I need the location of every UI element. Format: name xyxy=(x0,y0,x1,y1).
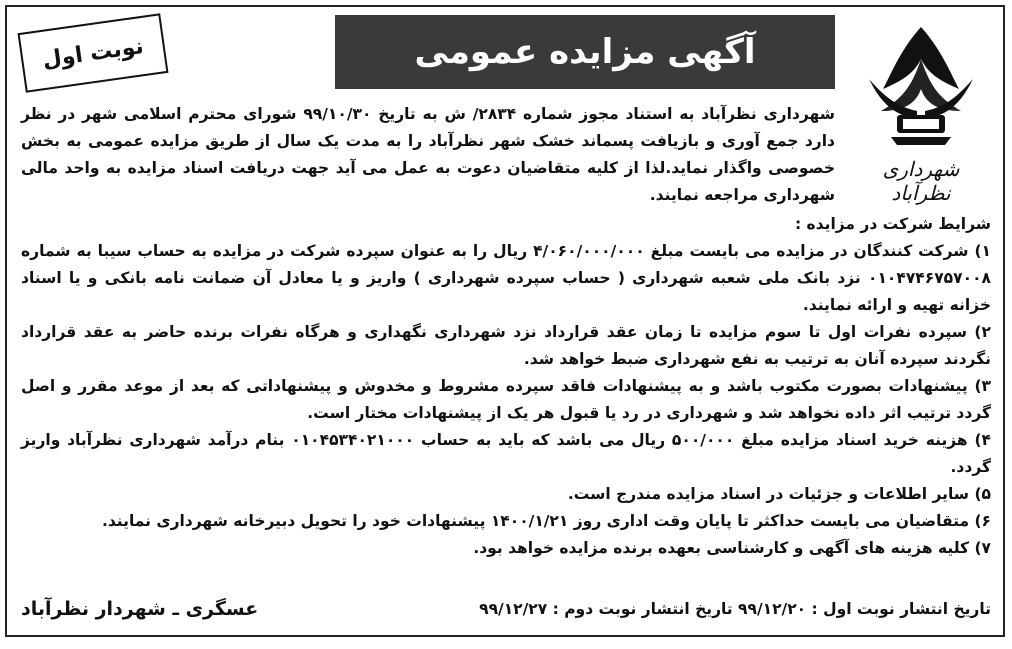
round-badge xyxy=(18,13,169,92)
page-title: آگهی مزایده عمومی xyxy=(414,32,756,72)
publication-dates: تاریخ انتشار نوبت اول : ۹۹/۱۲/۲۰ تاریخ انتشار نوبت دوم : ۹۹/۱۲/۲۷ xyxy=(479,600,991,618)
intro-paragraph: شهرداری نظرآباد به استناد مجوز شماره ۲۸۳۴/ ش به تاریخ ۹۹/۱۰/۳۰ شورای محترم اسلامی شهر در نظر دارد جمع آوری و بازیافت پسماند خشک شهر نظرآباد را به مدت یک سال از طریق مزایده عمومی به بخش خصوصی واگذار نماید.لذا از کلیه متقاضیان دعوت به عمل می آید جهت دریافت اسناد مزایده به واحد مالی شهرداری مراجعه نمایند. xyxy=(21,105,835,204)
emblem-icon xyxy=(861,19,981,149)
title-banner xyxy=(335,15,835,89)
condition-item: ۱) شرکت کنندگان در مزایده می بایست مبلغ ۴/۰۶۰/۰۰۰/۰۰۰ ریال را به عنوان سپرده شرکت در مزایده به حساب سیبا به شماره ۰۱۰۴۷۴۶۷۵۷۰۰۸ نزد بانک ملی شعبه شهرداری ( حساب سپرده شهرداری ) واریز و یا معادل آن ضمانت نامه بانکی و یا اسناد خزانه تهیه و ارائه نمایند. xyxy=(21,242,992,314)
condition-item: ۲) سپرده نفرات اول تا سوم مزایده تا زمان عقد قرارداد نزد شهرداری نگهداری و هرگاه نفرات برنده حاضر به عقد قرارداد نگردند سپرده آنان به ترتیب به نفع شهرداری ضبط خواهد شد. xyxy=(21,323,991,368)
logo-caption: شهرداری نظرآباد xyxy=(882,157,960,205)
signature: عسگری ـ شهردار نظرآباد xyxy=(21,598,259,620)
notice-page xyxy=(5,5,1005,637)
condition-item: ۶) متقاضیان می بایست حداکثر تا پایان وقت اداری روز ۱۴۰۰/۱/۲۱ پیشنهادات خود را تحویل دبیرخانه شهرداری نمایند. xyxy=(101,512,991,530)
municipality-logo xyxy=(851,19,991,205)
condition-item: ۳) پیشنهادات بصورت مکتوب باشد و به پیشنهادات فاقد سپرده مشروط و مخدوش و پیشنهاداتی که بعد از موعد مقرر و اصل گردد ترتیب اثر داده نخواهد شد و شهرداری در رد یا قبول هر یک از پیشنهادات مختار است. xyxy=(21,377,991,422)
conditions-section xyxy=(21,211,991,562)
conditions-heading: شرایط شرکت در مزایده : xyxy=(794,215,991,233)
condition-item: ۷) کلیه هزینه های آگهی و کارشناسی بعهده برنده مزایده خواهد بود. xyxy=(473,539,991,557)
condition-item: ۵) سایر اطلاعات و جزئیات در اسناد مزایده مندرج است. xyxy=(567,485,991,503)
footer xyxy=(21,593,991,625)
condition-item: ۴) هزینه خرید اسناد مزایده مبلغ ۵۰۰/۰۰۰ ریال می باشد که باید به حساب ۰۱۰۴۵۳۴۰۲۱۰۰۰ بنام درآمد شهرداری نظرآباد واریز گردد. xyxy=(21,431,991,476)
round-label: نوبت اول xyxy=(40,33,146,73)
